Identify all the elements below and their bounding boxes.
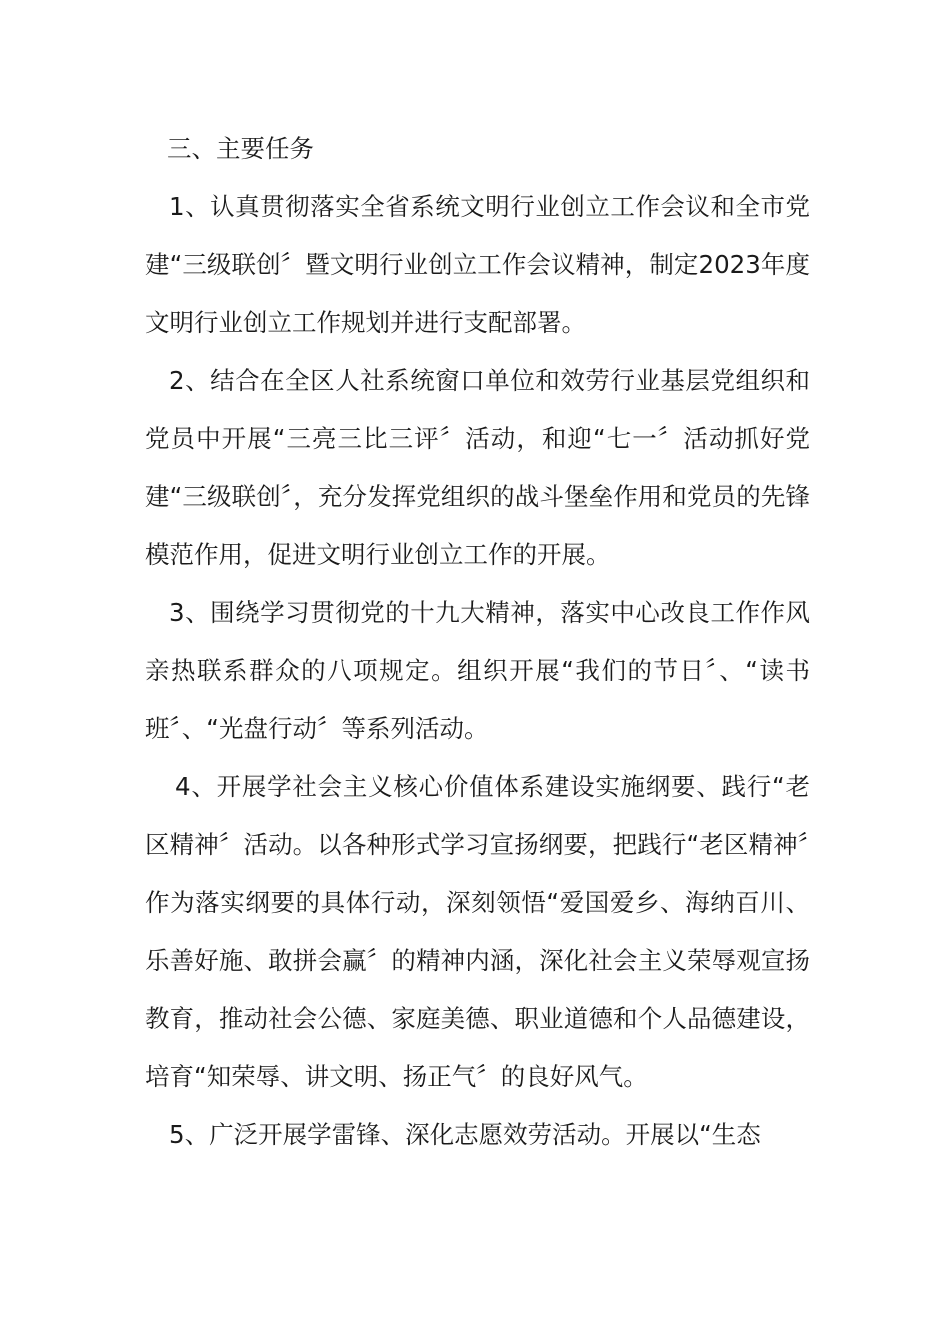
task-paragraph-3: 3、围绕学习贯彻党的十九大精神，落实中心改良工作作风亲热联系群众的八项规定。组织开展“我们的节日〞、“读书班〞、“光盘行动〞等系列活动。: [145, 598, 810, 743]
task-paragraph-2: 2、结合在全区人社系统窗口单位和效劳行业基层党组织和党员中开展“三亮三比三评〞活动，和迎“七一〞活动抓好党建“三级联创〞，充分发挥党组织的战斗堡垒作用和党员的先锋模范作用，促进文明行业创立工作的开展。: [145, 366, 810, 569]
task-paragraph-5: 5、广泛开展学雷锋、深化志愿效劳活动。开展以“生态: [169, 1120, 761, 1149]
task-paragraph-4: 4、开展学社会主义核心价值体系建设实施纲要、践行“老区精神〞活动。以各种形式学习宣扬纲要，把践行“老区精神〞作为落实纲要的具体行动，深刻领悟“爱国爱乡、海纳百川、乐善好施、敢拼会赢〞的精神内涵，深化社会主义荣辱观宣扬教育，推动社会公德、家庭美德、职业道德和个人品德建设，培育“知荣辱、讲文明、扬正气〞的良好风气。: [145, 772, 810, 1091]
document-body: [145, 120, 810, 1164]
section-heading: 三、主要任务: [167, 134, 314, 163]
task-paragraph-1: 1、认真贯彻落实全省系统文明行业创立工作会议和全市党建“三级联创〞暨文明行业创立工作会议精神，制定2023年度文明行业创立工作规划并进行支配部署。: [145, 192, 810, 337]
